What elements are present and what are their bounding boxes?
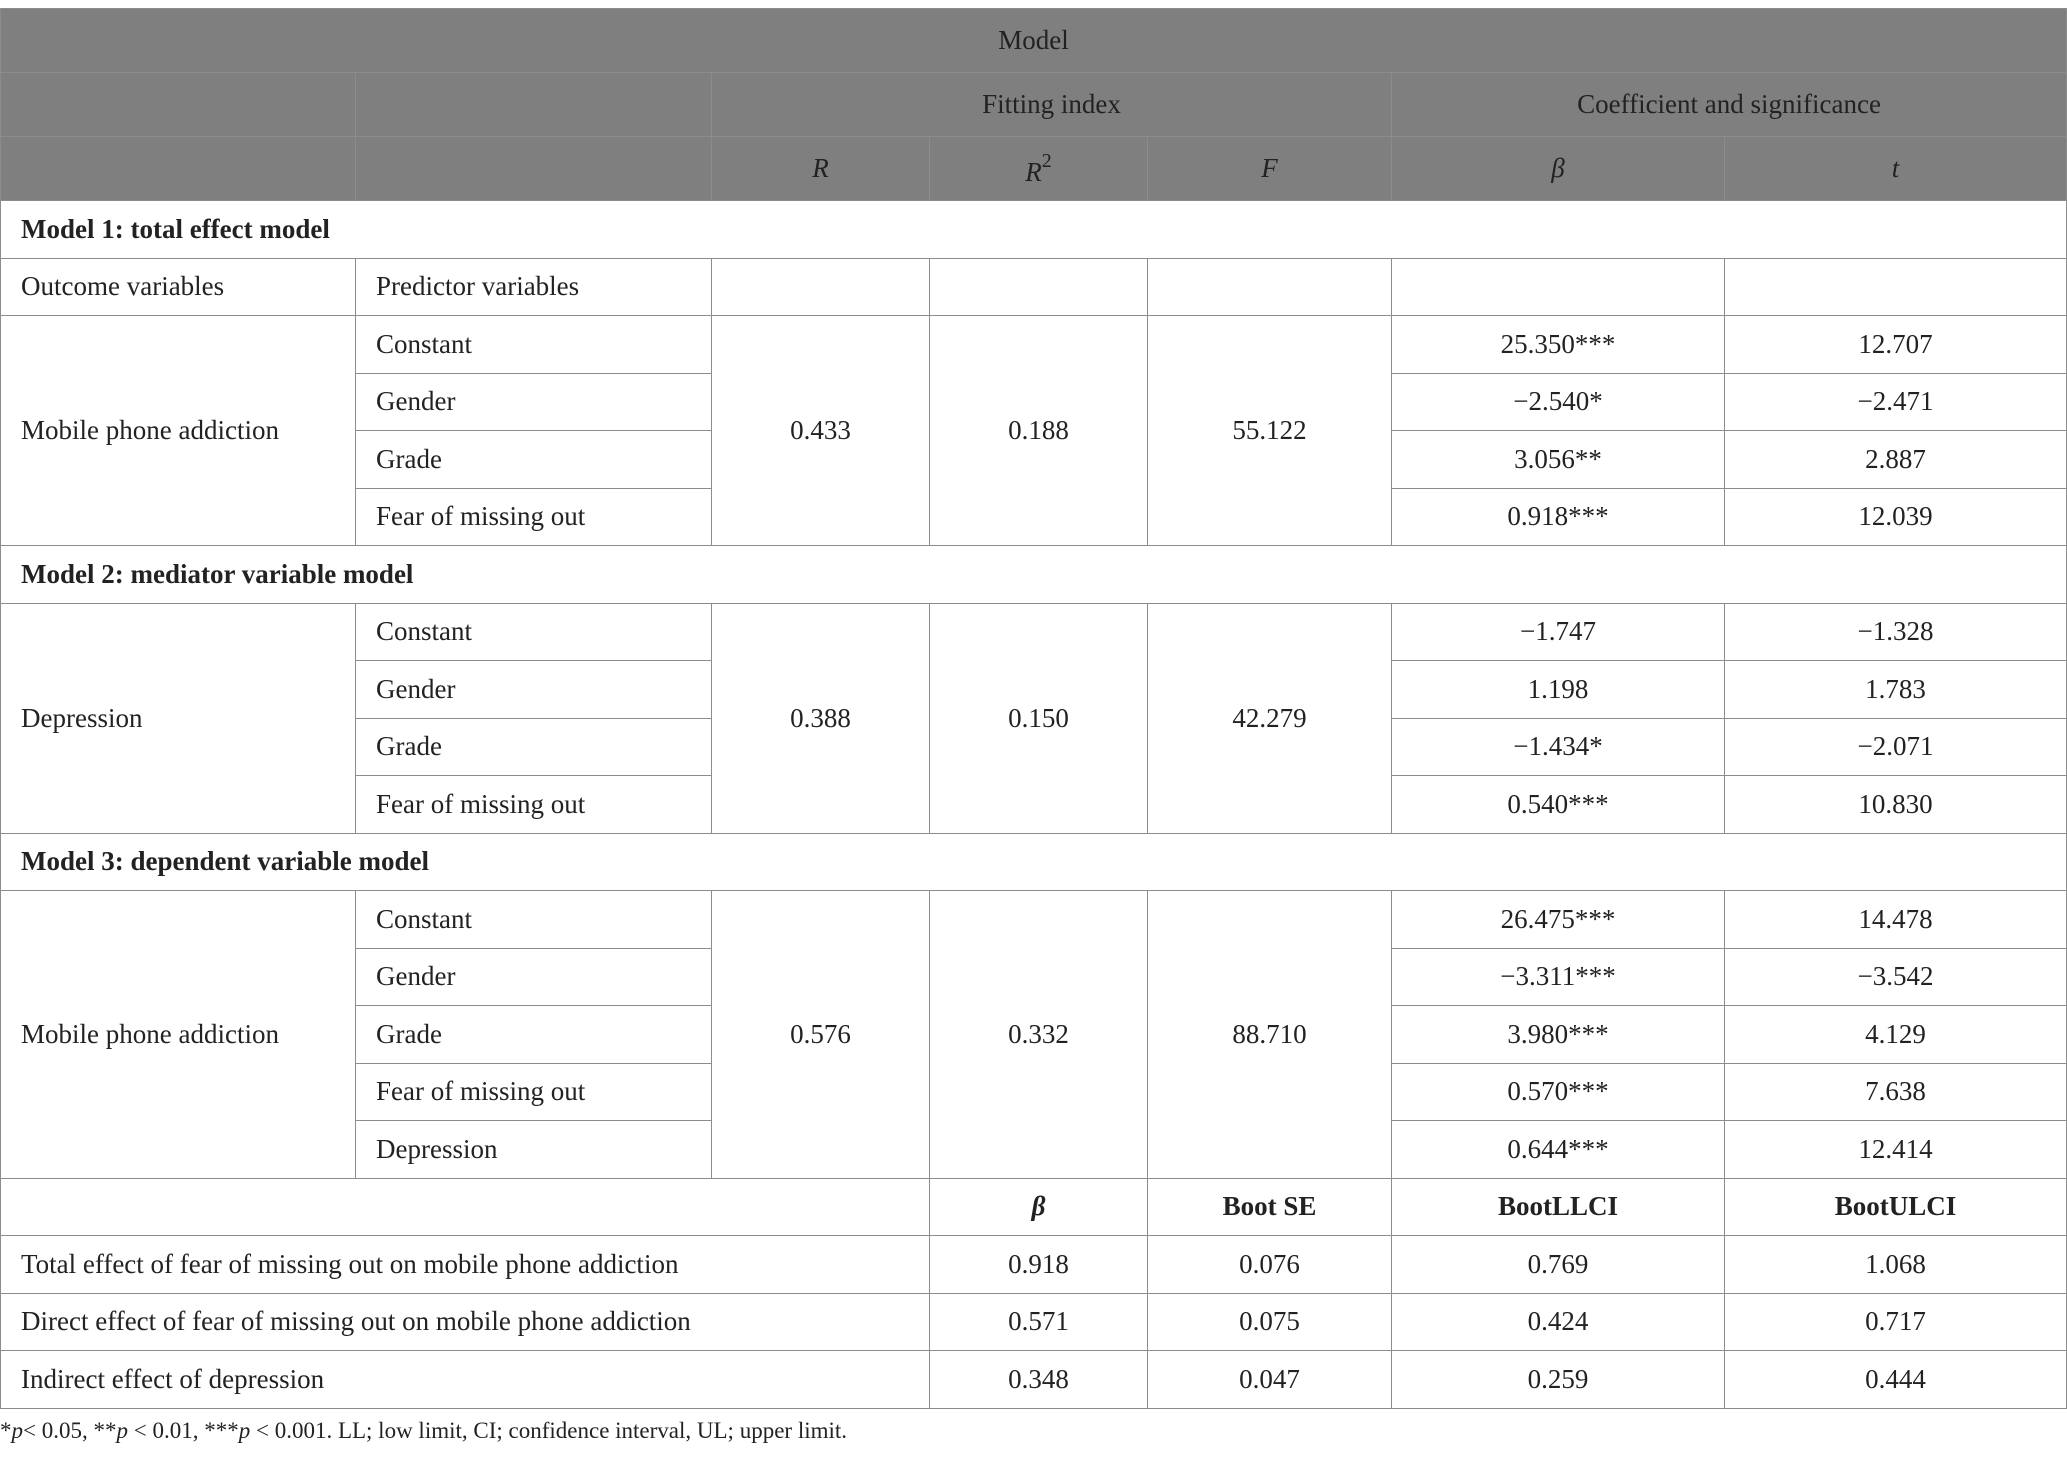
header-r2-base: R [1025, 156, 1042, 187]
effect-boot-se: 0.076 [1148, 1236, 1392, 1294]
effects-header-boot-llci: BootLLCI [1392, 1178, 1725, 1236]
table-footnote [0, 1418, 847, 1444]
predictor-cell: Constant [356, 891, 712, 949]
predictor-cell: Fear of missing out [356, 488, 712, 546]
effects-header-boot-se: Boot SE [1148, 1178, 1392, 1236]
beta-cell: 0.540*** [1392, 776, 1725, 834]
effects-header-beta: β [930, 1178, 1148, 1236]
effects-header-row [1, 1178, 2067, 1236]
model2-r: 0.388 [712, 603, 930, 833]
t-cell: 10.830 [1725, 776, 2067, 834]
table-row [1, 603, 2067, 661]
predictor-variables-label: Predictor variables [356, 258, 712, 316]
predictor-cell: Gender [356, 661, 712, 719]
footnote-p3: p [238, 1418, 251, 1443]
effect-ulci: 0.717 [1725, 1293, 2067, 1351]
header-r2-sup: 2 [1041, 149, 1052, 172]
effect-beta: 0.918 [930, 1236, 1148, 1294]
predictor-cell: Depression [356, 1121, 712, 1179]
header-fitting-index: Fitting index [712, 73, 1392, 137]
table-row [1, 1293, 2067, 1351]
header-coefficient: Coefficient and significance [1392, 73, 2067, 137]
header-beta: β [1392, 137, 1725, 201]
beta-cell: −2.540* [1392, 373, 1725, 431]
footnote-p1: p [11, 1418, 23, 1443]
effect-llci: 0.769 [1392, 1236, 1725, 1294]
model1-f: 55.122 [1148, 316, 1392, 546]
t-cell: 12.414 [1725, 1121, 2067, 1179]
t-cell: 12.039 [1725, 488, 2067, 546]
beta-cell: 3.980*** [1392, 1006, 1725, 1064]
beta-cell: 25.350*** [1392, 316, 1725, 374]
footnote-p2: p [116, 1418, 128, 1443]
predictor-cell: Gender [356, 948, 712, 1006]
effect-label: Indirect effect of depression [1, 1351, 930, 1409]
model1-r: 0.433 [712, 316, 930, 546]
header-t: t [1725, 137, 2067, 201]
empty-cell [930, 258, 1148, 316]
t-cell: 4.129 [1725, 1006, 2067, 1064]
empty-cell [1148, 258, 1392, 316]
predictor-cell: Constant [356, 603, 712, 661]
model1-label-row [1, 258, 2067, 316]
header-empty-2 [356, 73, 712, 137]
model3-outcome: Mobile phone addiction [1, 891, 356, 1179]
empty-cell [1392, 258, 1725, 316]
effect-llci: 0.259 [1392, 1351, 1725, 1409]
beta-cell: −1.434* [1392, 718, 1725, 776]
effect-ulci: 1.068 [1725, 1236, 2067, 1294]
model3-title-row [1, 833, 2067, 891]
t-cell: −2.071 [1725, 718, 2067, 776]
model2-outcome: Depression [1, 603, 356, 833]
empty-cell [1, 1178, 930, 1236]
t-cell: −1.328 [1725, 603, 2067, 661]
predictor-cell: Grade [356, 1006, 712, 1064]
predictor-cell: Fear of missing out [356, 1063, 712, 1121]
predictor-cell: Grade [356, 431, 712, 489]
t-cell: −2.471 [1725, 373, 2067, 431]
header-empty-1 [1, 73, 356, 137]
effect-llci: 0.424 [1392, 1293, 1725, 1351]
header-r: R [712, 137, 930, 201]
header-empty-4 [356, 137, 712, 201]
header-r2 [930, 137, 1148, 201]
model3-f: 88.710 [1148, 891, 1392, 1179]
beta-cell: 3.056** [1392, 431, 1725, 489]
table-row [1, 1236, 2067, 1294]
effects-header-boot-ulci: BootULCI [1725, 1178, 2067, 1236]
beta-cell: −3.311*** [1392, 948, 1725, 1006]
model1-outcome: Mobile phone addiction [1, 316, 356, 546]
beta-cell: 0.570*** [1392, 1063, 1725, 1121]
footnote-t1: < 0.05, ** [23, 1418, 117, 1443]
t-cell: 2.887 [1725, 431, 2067, 489]
effect-beta: 0.571 [930, 1293, 1148, 1351]
beta-cell: 0.644*** [1392, 1121, 1725, 1179]
model3-r: 0.576 [712, 891, 930, 1179]
t-cell: −3.542 [1725, 948, 2067, 1006]
model2-title-row [1, 546, 2067, 604]
model2-f: 42.279 [1148, 603, 1392, 833]
effect-label: Direct effect of fear of missing out on mobile phone addiction [1, 1293, 930, 1351]
empty-cell [1725, 258, 2067, 316]
model3-title: Model 3: dependent variable model [1, 833, 2067, 891]
empty-cell [712, 258, 930, 316]
predictor-cell: Constant [356, 316, 712, 374]
model2-title: Model 2: mediator variable model [1, 546, 2067, 604]
table-row [1, 891, 2067, 949]
header-empty-3 [1, 137, 356, 201]
t-cell: 12.707 [1725, 316, 2067, 374]
header-f: F [1148, 137, 1392, 201]
footnote-s1: * [0, 1418, 12, 1443]
model1-title: Model 1: total effect model [1, 201, 2067, 259]
effect-boot-se: 0.047 [1148, 1351, 1392, 1409]
t-cell: 7.638 [1725, 1063, 2067, 1121]
beta-cell: 26.475*** [1392, 891, 1725, 949]
effect-boot-se: 0.075 [1148, 1293, 1392, 1351]
t-cell: 1.783 [1725, 661, 2067, 719]
footnote-t2: < 0.01, *** [127, 1418, 239, 1443]
model1-r2: 0.188 [930, 316, 1148, 546]
effect-ulci: 0.444 [1725, 1351, 2067, 1409]
effect-beta: 0.348 [930, 1351, 1148, 1409]
header-model: Model [1, 9, 2067, 73]
effect-label: Total effect of fear of missing out on mobile phone addiction [1, 1236, 930, 1294]
table-row [1, 1351, 2067, 1409]
beta-cell: 0.918*** [1392, 488, 1725, 546]
beta-cell: 1.198 [1392, 661, 1725, 719]
footnote-t3: < 0.001. LL; low limit, CI; confidence interval, UL; upper limit. [250, 1418, 848, 1443]
predictor-cell: Grade [356, 718, 712, 776]
regression-table [0, 8, 2067, 1409]
model1-title-row [1, 201, 2067, 259]
table-row [1, 316, 2067, 374]
model3-r2: 0.332 [930, 891, 1148, 1179]
model2-r2: 0.150 [930, 603, 1148, 833]
t-cell: 14.478 [1725, 891, 2067, 949]
predictor-cell: Gender [356, 373, 712, 431]
predictor-cell: Fear of missing out [356, 776, 712, 834]
outcome-variables-label: Outcome variables [1, 258, 356, 316]
beta-cell: −1.747 [1392, 603, 1725, 661]
